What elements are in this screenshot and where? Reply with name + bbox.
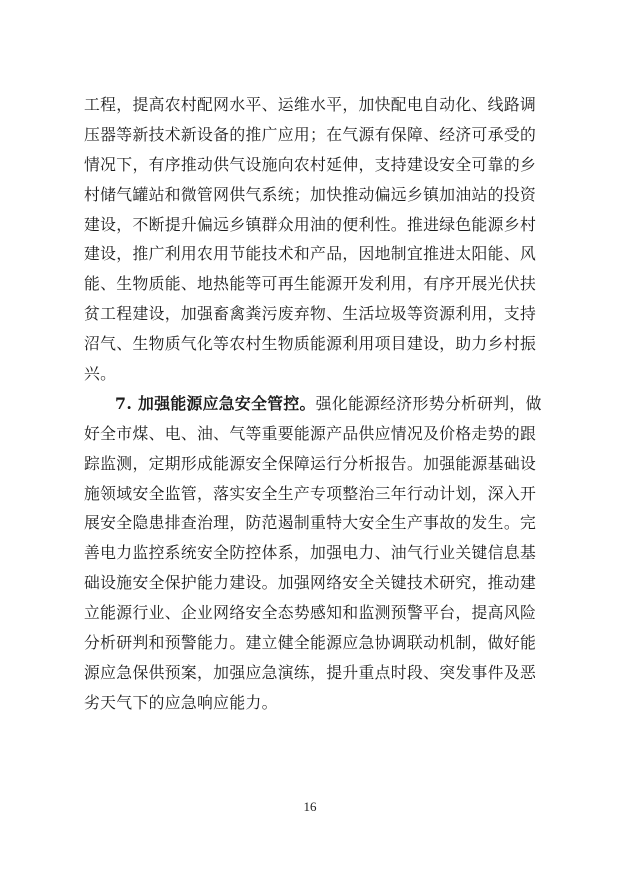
text-line: 村储气罐站和微管网供气系统；加快推动偏远乡镇加油站的投资 <box>84 184 537 204</box>
text-line: 建设，不断提升偏远乡镇群众用油的便利性。推进绿色能源乡村 <box>84 214 537 234</box>
body-text <box>84 90 542 718</box>
text-line: 分析研判和预警能力。建立健全能源应急协调联动机制，做好能 <box>84 633 537 653</box>
section-lead-text: 强化能源经济形势分析研判，做 <box>315 393 542 413</box>
text-line: 好全市煤、电、油、气等重要能源产品供应情况及价格走势的跟 <box>84 423 537 443</box>
text-line: 压器等新技术新设备的推广应用；在气源有保障、经济可承受的 <box>84 124 537 144</box>
text-line <box>84 389 542 419</box>
text-line: 展安全隐患排查治理，防范遏制重特大安全生产事故的发生。完 <box>84 513 537 533</box>
text-line: 情况下，有序推动供气设施向农村延伸，支持建设安全可靠的乡 <box>84 154 537 174</box>
text-line: 劣天气下的应急响应能力。 <box>84 692 278 712</box>
text-line: 能、生物质能、地热能等可再生能源开发利用，有序开展光伏扶 <box>84 274 537 294</box>
text-line: 兴。 <box>84 364 117 384</box>
section-heading: 7. 加强能源应急安全管控。 <box>115 393 316 413</box>
text-line: 踪监测，定期形成能源安全保障运行分析报告。加强能源基础设 <box>84 453 537 473</box>
text-line: 础设施安全保护能力建设。加强网络安全关键技术研究，推动建 <box>84 573 537 593</box>
text-line: 沼气、生物质气化等农村生物质能源利用项目建设，助力乡村振 <box>84 334 537 354</box>
text-line: 善电力监控系统安全防控体系，加强电力、油气行业关键信息基 <box>84 543 537 563</box>
text-line: 工程，提高农村配网水平、运维水平，加快配电自动化、线路调 <box>84 95 537 114</box>
page-number: 16 <box>303 799 317 814</box>
paragraph-rural-energy <box>84 90 536 389</box>
text-line: 贫工程建设，加强畜禽粪污废弃物、生活垃圾等资源利用，支持 <box>84 304 537 324</box>
paragraph-emergency-safety <box>84 389 542 718</box>
text-line: 立能源行业、企业网络安全态势感知和监测预警平台，提高风险 <box>84 603 537 623</box>
text-line: 施领域安全监管，落实安全生产专项整治三年行动计划，深入开 <box>84 483 537 503</box>
text-line: 建设，推广利用农用节能技术和产品，因地制宜推进太阳能、风 <box>84 244 537 264</box>
text-line: 源应急保供预案，加强应急演练，提升重点时段、突发事件及恶 <box>84 662 537 682</box>
